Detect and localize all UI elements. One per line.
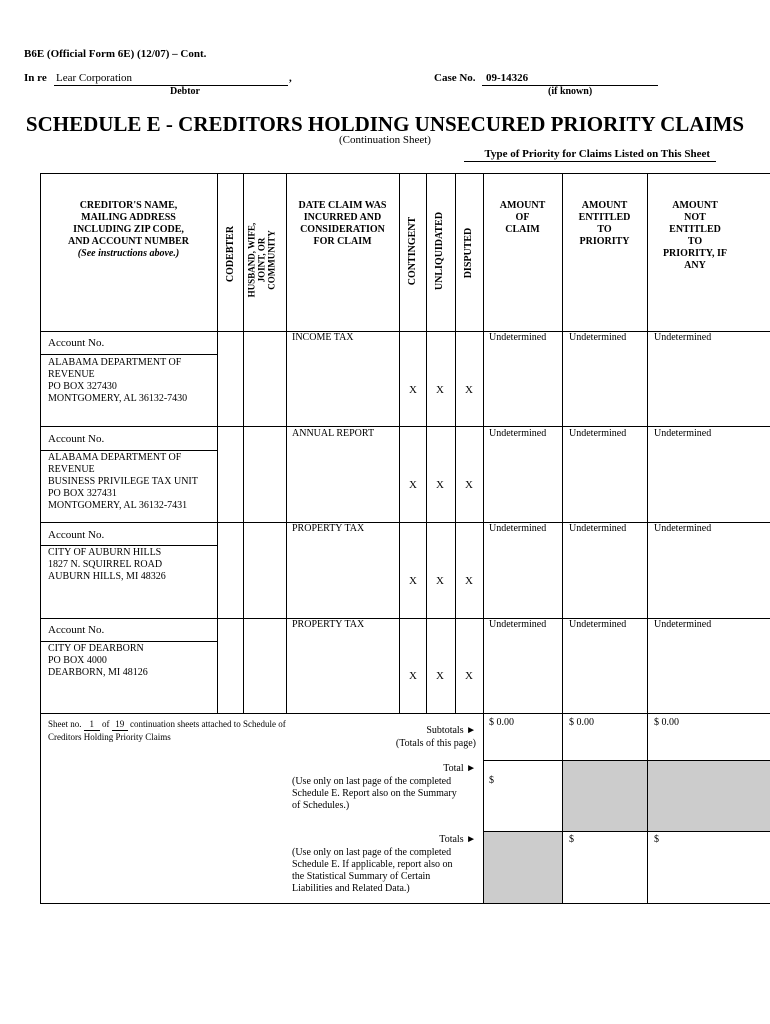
amount-entitled-header: AMOUNT ENTITLED TO PRIORITY (578, 200, 631, 247)
claim-description: PROPERTY TAX (292, 523, 365, 534)
amount-entitled: Undetermined (569, 619, 627, 630)
amount-of-claim: Undetermined (489, 523, 547, 534)
totals-instructions: (Use only on last page of the completed Schedule E. If applicable, report also on the Statistical Summary of Certain Liabilities and Related Data.) (292, 847, 453, 894)
total-instructions: (Use only on last page of the completed Schedule E. Report also on the Summary of Schedules.) (292, 776, 457, 811)
disputed-header: DISPUTED (463, 227, 474, 279)
amount-of-claim: Undetermined (489, 332, 547, 343)
total-sheets: 19 (112, 718, 128, 731)
contingent-header: CONTINGENT (407, 216, 418, 286)
unliquidated-mark: X (436, 384, 444, 396)
shaded-cell (563, 761, 770, 831)
creditor-address: ALABAMA DEPARTMENT OF REVENUE BUSINESS PRIVILEGE TAX UNIT PO BOX 327431 MONTGOMERY, AL 36132-7431 (48, 452, 198, 511)
account-no-label: Account No. (48, 337, 105, 349)
unliquidated-mark: X (436, 575, 444, 587)
disputed-mark: X (465, 479, 473, 491)
debtor-label: Debtor (170, 86, 200, 97)
total-amount: $ (489, 775, 494, 786)
form-id: B6E (Official Form 6E) (12/07) – Cont. (24, 48, 207, 60)
disputed-mark: X (465, 384, 473, 396)
totals-label: Totals ► (439, 834, 476, 845)
sheet-no: 1 (84, 718, 100, 731)
in-re-label: In re (24, 72, 47, 84)
claim-description: ANNUAL REPORT (292, 428, 375, 439)
amount-not-entitled: Undetermined (654, 619, 712, 630)
debtor-name-field (54, 72, 288, 86)
codebtor-header: CODEBTER (225, 225, 236, 283)
unliquidated-mark: X (436, 670, 444, 682)
total-label: Total ► (443, 763, 476, 774)
amount-claim-header: AMOUNT OF CLAIM (499, 200, 546, 235)
totals-not-entitled: $ (654, 834, 659, 845)
amount-of-claim: Undetermined (489, 428, 547, 439)
totals-entitled: $ (569, 834, 574, 845)
amount-not-entitled: Undetermined (654, 332, 712, 343)
account-no-label: Account No. (48, 529, 105, 541)
disputed-mark: X (465, 670, 473, 682)
claim-description: INCOME TAX (292, 332, 354, 343)
amount-not-entitled: Undetermined (654, 523, 712, 534)
subtitle: (Continuation Sheet) (339, 134, 431, 146)
shaded-cell (484, 832, 562, 903)
case-no-label: Case No. (434, 72, 476, 84)
amount-entitled: Undetermined (569, 523, 627, 534)
amount-of-claim: Undetermined (489, 619, 547, 630)
case-no-field (482, 72, 658, 86)
subtotal-amount: $ 0.00 (489, 717, 514, 728)
unliquidated-mark: X (436, 479, 444, 491)
date-claim-header: DATE CLAIM WAS INCURRED AND CONSIDERATION FOR CLAIM (298, 200, 387, 247)
amount-not-entitled-header: AMOUNT NOT ENTITLED TO PRIORITY, IF ANY (662, 200, 728, 271)
comma: , (289, 72, 292, 84)
contingent-mark: X (409, 384, 417, 396)
debtor-name: Lear Corporation (56, 72, 133, 84)
contingent-mark: X (409, 575, 417, 587)
case-no: 09-14326 (486, 72, 529, 84)
if-known-label: (if known) (548, 86, 593, 97)
disputed-mark: X (465, 575, 473, 587)
subtotals-sub: (Totals of this page) (395, 738, 476, 749)
account-no-label: Account No. (48, 624, 105, 636)
creditor-address: CITY OF AUBURN HILLS 1827 N. SQUIRREL ROAD AUBURN HILLS, MI 48326 (48, 547, 166, 582)
amount-not-entitled: Undetermined (654, 428, 712, 439)
account-no-label: Account No. (48, 433, 105, 445)
sheet-count-note: Sheet no. 1 of 19 continuation sheets attached to Schedule of Creditors Holding Priority Claims (48, 719, 286, 742)
subtotal-not-entitled: $ 0.00 (654, 717, 679, 728)
creditor-address: ALABAMA DEPARTMENT OF REVENUE PO BOX 327430 MONTGOMERY, AL 36132-7430 (48, 357, 188, 404)
subtotals-label: Subtotals ► (426, 725, 476, 736)
amount-entitled: Undetermined (569, 332, 627, 343)
claim-description: PROPERTY TAX (292, 619, 365, 630)
creditor-address: CITY OF DEARBORN PO BOX 4000 DEARBORN, MI 48126 (48, 643, 148, 678)
contingent-mark: X (409, 479, 417, 491)
unliquidated-header: UNLIQUIDATED (434, 211, 445, 291)
hwjc-header: HUSBAND, WIFE, JOINT, OR COMMUNITY (246, 222, 277, 298)
contingent-mark: X (409, 670, 417, 682)
amount-entitled: Undetermined (569, 428, 627, 439)
page-title: SCHEDULE E - CREDITORS HOLDING UNSECURED PRIORITY CLAIMS (25, 112, 745, 136)
priority-type-label: Type of Priority for Claims Listed on This Sheet (464, 148, 716, 162)
subtotal-entitled: $ 0.00 (569, 717, 594, 728)
creditor-header: CREDITOR'S NAME, MAILING ADDRESS INCLUDING ZIP CODE, AND ACCOUNT NUMBER (See instructions above.) (68, 200, 189, 259)
